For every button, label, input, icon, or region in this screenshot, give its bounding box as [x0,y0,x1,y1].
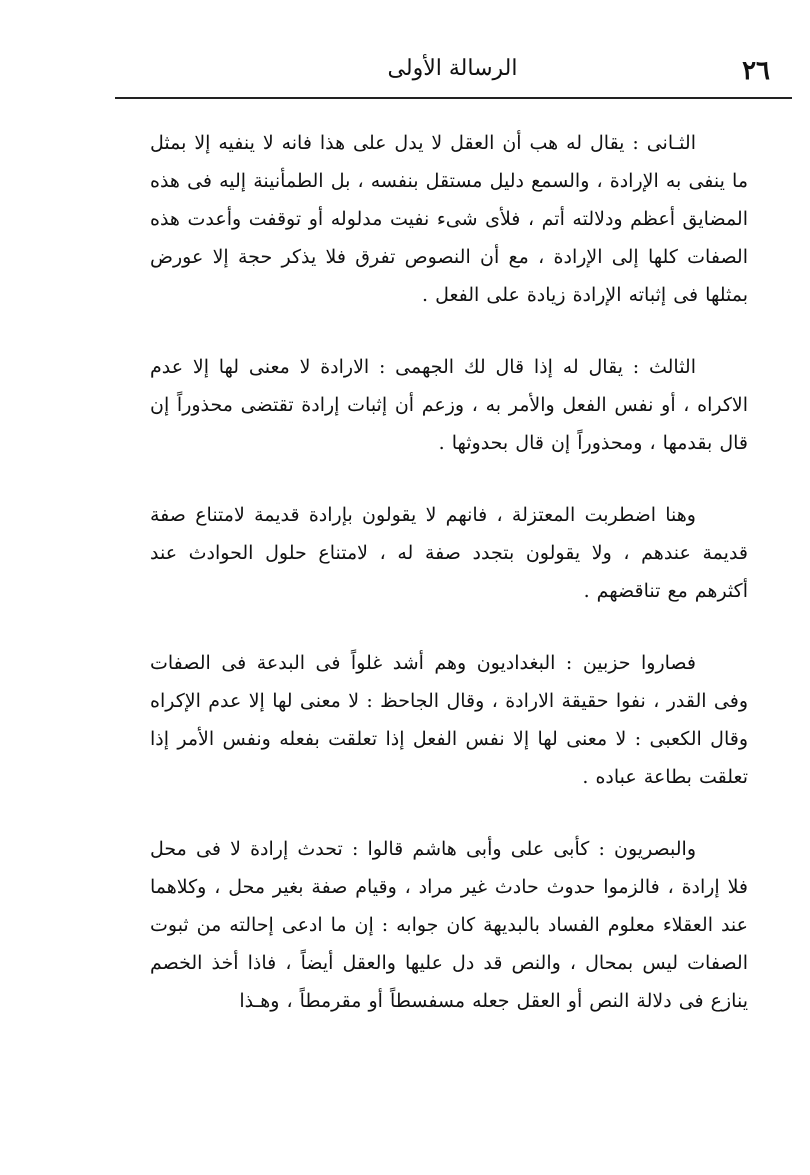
running-title: الرسالة الأولى [387,56,518,81]
paragraph-basrans: والبصريون : كأبى على وأبى هاشم قالوا : تحدث إرادة لا فى محل فلا إرادة ، فالزموا حدوث حادث غير مراد ، وقيام صفة بغير محل ، وكلاهما عند العقلاء معلوم الفساد بالبديهة كان جوابه : إن ما ادعى إحالته من ثبوت الصفات ليس بمحال ، والنص قد دل عليها والعقل أيضاً ، فاذا أخذ الخصم ينازع فى دلالة النص أو العقل جعله مسفسطاً أو مقرمطاً ، وهـذا [150,838,748,1012]
paragraph-third-argument: الثالث : يقال له إذا قال لك الجهمى : الارادة لا معنى لها إلا عدم الاكراه ، أو نفس الفعل والأمر به ، وزعم أن إثبات إرادة تقتضى محذوراً إن قال بقدمها ، ومحذوراً إن قال بحدوثها . [150,356,748,454]
page-number: ٢٦ [742,56,770,86]
page-header [115,50,790,98]
body-text [150,124,748,1054]
paragraph-two-parties: فصاروا حزبين : البغداديون وهم أشد غلواً فى البدعة فى الصفات وفى القدر ، نفوا حقيقة الارادة ، وقال الجاحظ : لا معنى لها إلا عدم الإكراه وقال الكعبى : لا معنى لها إلا نفس الفعل إذا تعلقت بفعله ونفس الأمر إذا تعلقت بطاعة عباده . [150,652,748,788]
paragraph-second-argument: الثـانى : يقال له هب أن العقل لا يدل على هذا فانه لا ينفيه إلا بمثل ما ينفى به الإرادة ، والسمع دليل مستقل بنفسه ، بل الطمأنينة إليه فى هذه المضايق أعظم ودلالته أتم ، فلأى شىء نفيت مدلوله أو توقفت وأعدت هذه الصفات كلها إلى الإرادة ، مع أن النصوص تفرق فلا يذكر حجة إلا عورض بمثلها فى إثباته الإرادة زيادة على الفعل . [150,132,748,306]
header-rule [115,97,792,99]
paragraph-mutazila: وهنا اضطربت المعتزلة ، فانهم لا يقولون بإرادة قديمة لامتناع صفة قديمة عندهم ، ولا يقولون بتجدد صفة له ، لامتناع حلول الحوادث عند أكثرهم مع تناقضهم . [150,504,748,602]
